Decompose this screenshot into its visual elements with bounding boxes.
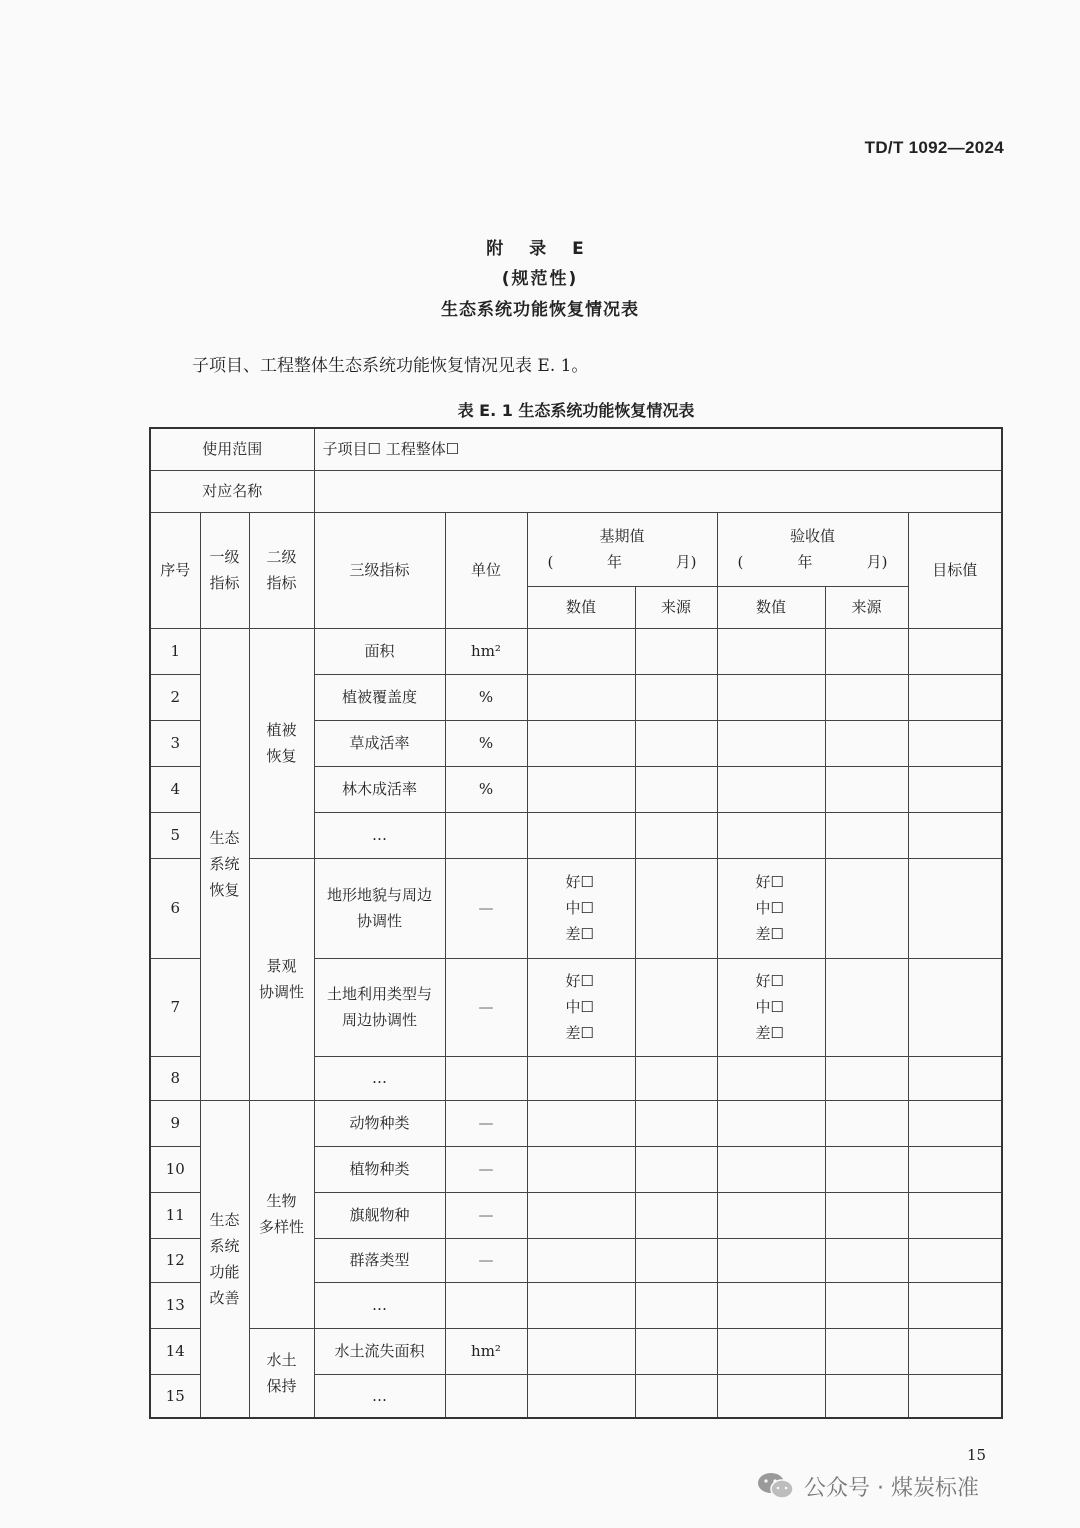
row-seq: 3 xyxy=(150,720,200,766)
row-seq: 14 xyxy=(150,1328,200,1374)
header-accept-value: 数值 xyxy=(717,586,825,628)
row-indicator: 草成活率 xyxy=(314,720,445,766)
row-seq: 1 xyxy=(150,628,200,674)
row-seq: 8 xyxy=(150,1056,200,1100)
header-seq: 序号 xyxy=(150,512,200,628)
row-indicator: 面积 xyxy=(314,628,445,674)
row-seq: 9 xyxy=(150,1100,200,1146)
row-seq: 10 xyxy=(150,1146,200,1192)
row-seq: 5 xyxy=(150,812,200,858)
base-rating: 好☐ 中☐ 差☐ xyxy=(527,858,635,958)
row-indicator: 旗舰物种 xyxy=(314,1192,445,1238)
standard-code: TD/T 1092—2024 xyxy=(864,138,1004,157)
row-indicator: 地形地貌与周边 协调性 xyxy=(314,858,445,958)
name-label: 对应名称 xyxy=(150,470,314,512)
scope-label: 使用范围 xyxy=(150,428,314,470)
header-level1: 一级 指标 xyxy=(200,512,249,628)
row-unit: % xyxy=(445,674,527,720)
row-seq: 15 xyxy=(150,1374,200,1418)
row-indicator: … xyxy=(314,1282,445,1328)
header-level3: 三级指标 xyxy=(314,512,445,628)
row-unit: hm² xyxy=(445,1328,527,1374)
header-unit: 单位 xyxy=(445,512,527,628)
accept-rating: 好☐ 中☐ 差☐ xyxy=(717,858,825,958)
header-level2: 二级 指标 xyxy=(249,512,314,628)
scope-row xyxy=(150,428,1002,470)
appendix-title: 生态系统功能恢复情况表 xyxy=(441,300,639,320)
table-row xyxy=(150,1328,1002,1374)
row-indicator: 植物种类 xyxy=(314,1146,445,1192)
recovery-table xyxy=(149,427,1003,1419)
table-row xyxy=(150,1100,1002,1146)
scope-value: 子项目☐ 工程整体☐ xyxy=(314,428,1002,470)
watermark-text: 公众号 · 煤炭标准 xyxy=(804,1475,979,1501)
table-row xyxy=(150,858,1002,958)
row-unit: — xyxy=(445,1146,527,1192)
row-unit: % xyxy=(445,720,527,766)
table-row xyxy=(150,628,1002,674)
header-base-source: 来源 xyxy=(635,586,717,628)
row-indicator: … xyxy=(314,812,445,858)
row-unit: — xyxy=(445,958,527,1056)
row-seq: 7 xyxy=(150,958,200,1056)
level2-biodiversity: 生物 多样性 xyxy=(249,1100,314,1328)
row-seq: 6 xyxy=(150,858,200,958)
row-seq: 2 xyxy=(150,674,200,720)
level1-eco-function: 生态 系统 功能 改善 xyxy=(200,1100,249,1418)
row-unit xyxy=(445,1056,527,1100)
row-indicator: 林木成活率 xyxy=(314,766,445,812)
header-accept-source: 来源 xyxy=(825,586,908,628)
base-rating: 好☐ 中☐ 差☐ xyxy=(527,958,635,1056)
table-title: 表 E. 1 生态系统功能恢复情况表 xyxy=(457,401,695,420)
row-seq: 4 xyxy=(150,766,200,812)
row-unit: — xyxy=(445,858,527,958)
row-indicator: 群落类型 xyxy=(314,1238,445,1282)
header-row-1 xyxy=(150,512,1002,586)
row-unit: — xyxy=(445,1238,527,1282)
row-seq: 12 xyxy=(150,1238,200,1282)
row-unit xyxy=(445,812,527,858)
level1-eco-restore: 生态 系统 恢复 xyxy=(200,628,249,1100)
level2-vegetation: 植被 恢复 xyxy=(249,628,314,858)
row-indicator: 土地利用类型与 周边协调性 xyxy=(314,958,445,1056)
row-indicator: 植被覆盖度 xyxy=(314,674,445,720)
row-indicator: … xyxy=(314,1056,445,1100)
header-target: 目标值 xyxy=(908,512,1002,628)
row-unit: — xyxy=(445,1100,527,1146)
row-unit: — xyxy=(445,1192,527,1238)
header-base: 基期值 ( 年 月) xyxy=(527,512,717,586)
name-row xyxy=(150,470,1002,512)
intro-paragraph: 子项目、工程整体生态系统功能恢复情况见表 E. 1。 xyxy=(192,356,589,376)
row-indicator: 动物种类 xyxy=(314,1100,445,1146)
row-unit xyxy=(445,1282,527,1328)
name-value xyxy=(314,470,1002,512)
row-indicator: 水土流失面积 xyxy=(314,1328,445,1374)
header-base-value: 数值 xyxy=(527,586,635,628)
row-indicator: … xyxy=(314,1374,445,1418)
row-unit: hm² xyxy=(445,628,527,674)
page-number: 15 xyxy=(967,1446,987,1464)
row-seq: 13 xyxy=(150,1282,200,1328)
row-unit: % xyxy=(445,766,527,812)
row-seq: 11 xyxy=(150,1192,200,1238)
level2-soil: 水土 保持 xyxy=(249,1328,314,1418)
level2-landscape: 景观 协调性 xyxy=(249,858,314,1100)
watermark xyxy=(756,1466,979,1506)
appendix-label: 附 录 E xyxy=(486,239,594,259)
header-accept: 验收值 ( 年 月) xyxy=(717,512,908,586)
accept-rating: 好☐ 中☐ 差☐ xyxy=(717,958,825,1056)
wechat-icon xyxy=(756,1471,796,1501)
appendix-type: (规范性) xyxy=(501,269,579,289)
row-unit xyxy=(445,1374,527,1418)
